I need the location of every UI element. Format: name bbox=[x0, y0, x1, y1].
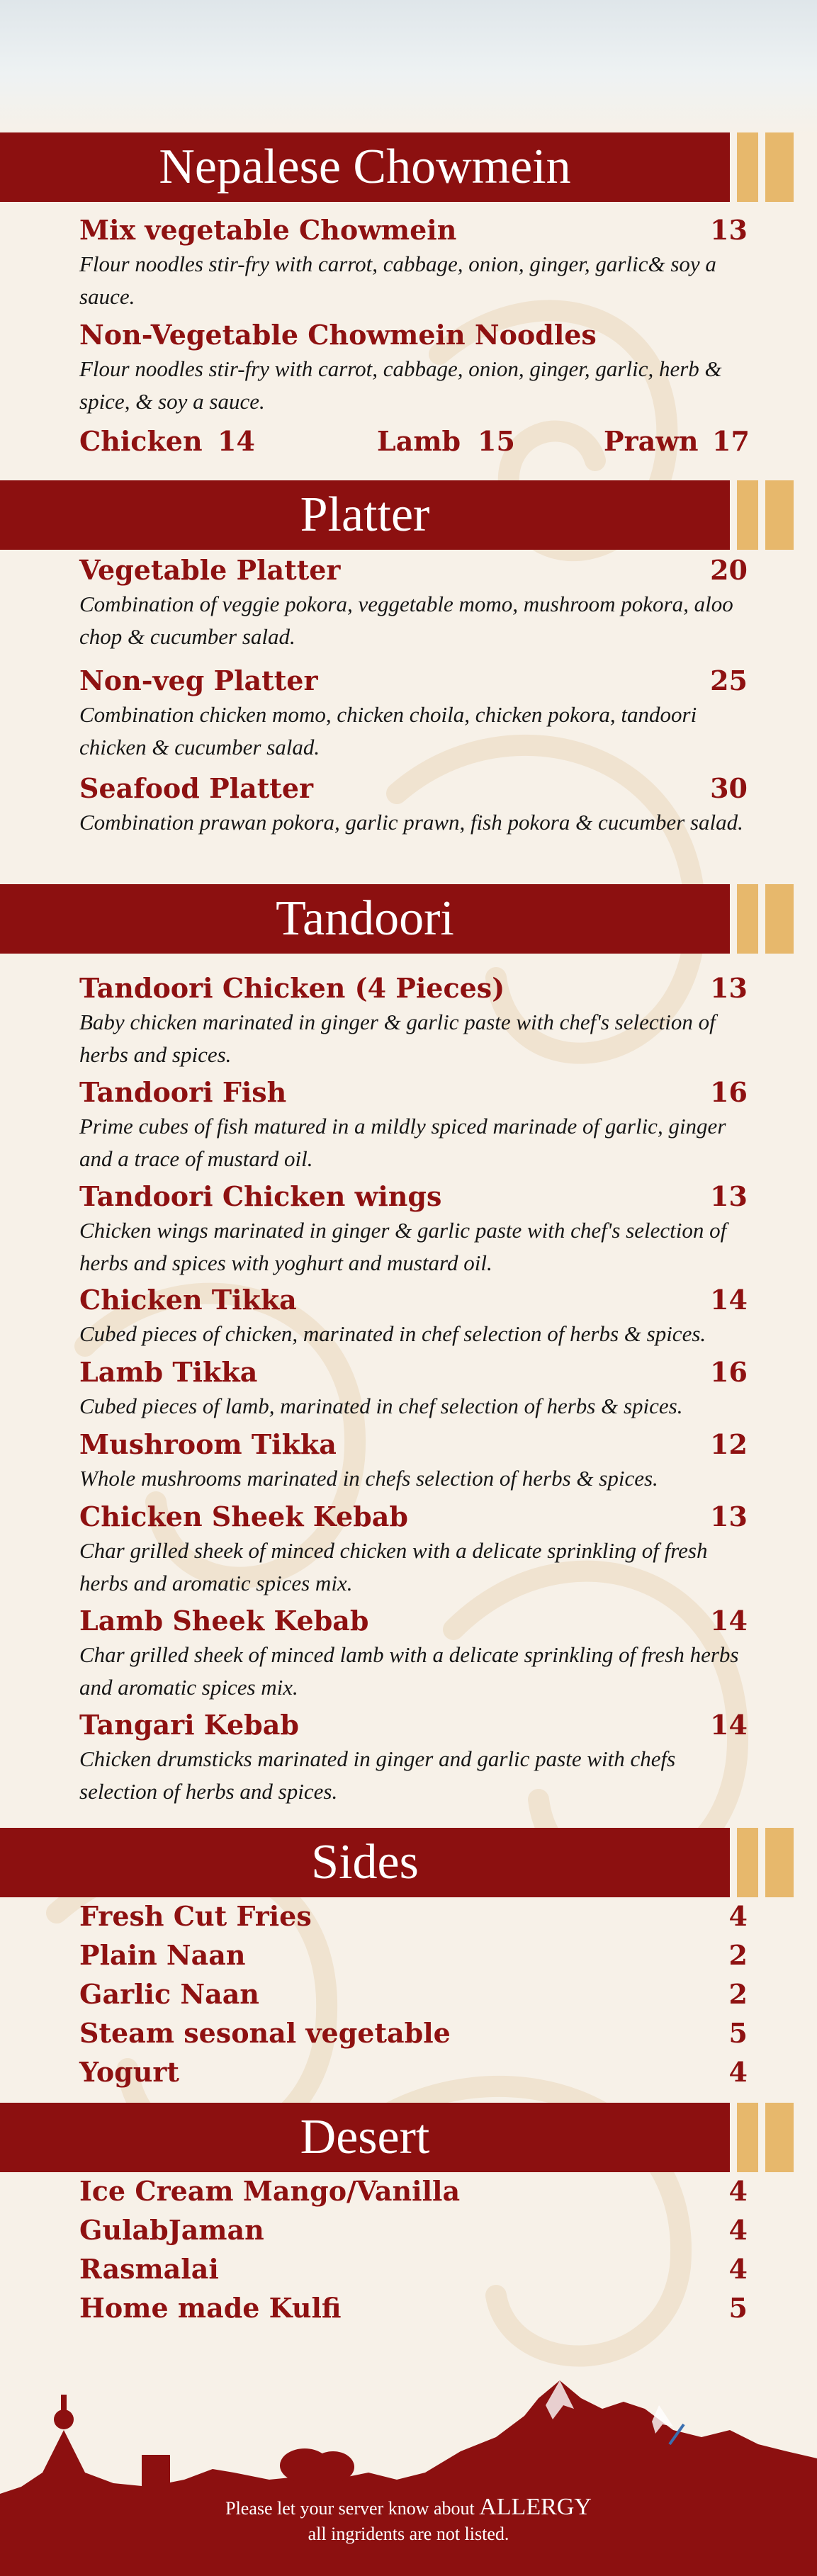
header-stripe bbox=[765, 2103, 794, 2172]
item-description: Char grilled sheek of minced chicken with a delicate sprinkling of fresh herbs and aromatic spices mix. bbox=[79, 1538, 708, 1595]
item-price: 12 bbox=[710, 1428, 748, 1460]
item-description: Prime cubes of fish matured in a mildly spiced marinade of garlic, ginger and a trace of mustard oil. bbox=[79, 1114, 726, 1171]
item-description: Chicken drumsticks marinated in ginger and garlic paste with chefs selection of herbs and spices. bbox=[79, 1746, 676, 1804]
item-description: Combination of veggie pokora, veggetable momo, mushroom pokora, aloo chop & cucumber salad. bbox=[79, 592, 733, 649]
item-name: Steam sesonal vegetable bbox=[79, 2017, 451, 2049]
option-label: Lamb bbox=[377, 425, 461, 457]
item-description: Char grilled sheek of minced lamb with a delicate sprinkling of fresh herbs and aromatic spices mix. bbox=[79, 1642, 739, 1700]
item-name: Tandoori Chicken (4 Pieces) bbox=[79, 972, 505, 1004]
item-name: Chicken Tikka bbox=[79, 1284, 297, 1316]
option-price: 15 bbox=[478, 425, 515, 457]
item-name: Tandoori Chicken wings bbox=[79, 1180, 442, 1212]
section-title: Desert bbox=[300, 2110, 430, 2164]
item-name: Tandoori Fish bbox=[79, 1076, 287, 1108]
allergy-notice bbox=[0, 2494, 817, 2521]
item-name: Home made Kulfi bbox=[79, 2292, 342, 2324]
item-name: Lamb Sheek Kebab bbox=[79, 1605, 369, 1637]
section-header-chowmein bbox=[0, 132, 817, 202]
item-price: 4 bbox=[728, 2214, 748, 2246]
header-stripe bbox=[765, 884, 794, 954]
item-name: Yogurt bbox=[79, 2056, 179, 2088]
section-header-desert bbox=[0, 2103, 817, 2172]
item-price: 4 bbox=[728, 2175, 748, 2207]
item-name: Rasmalai bbox=[79, 2253, 219, 2285]
item-description: Flour noodles stir-fry with carrot, cabbage, onion, ginger, garlic& soy a sauce. bbox=[79, 252, 716, 309]
item-name: Plain Naan bbox=[79, 1939, 246, 1971]
item-description: Flour noodles stir-fry with carrot, cabbage, onion, ginger, garlic, herb & spice, & soy a sauce. bbox=[79, 356, 722, 414]
section-title: Platter bbox=[300, 487, 430, 542]
item-name: Mushroom Tikka bbox=[79, 1428, 337, 1460]
item-description: Cubed pieces of chicken, marinated in chef selection of herbs & spices. bbox=[79, 1321, 706, 1346]
item-price: 20 bbox=[710, 554, 748, 586]
item-price: 2 bbox=[728, 1978, 748, 2010]
ingredients-notice: all ingridents are not listed. bbox=[308, 2524, 509, 2544]
item-price: 5 bbox=[728, 2017, 748, 2049]
header-stripe bbox=[737, 884, 758, 954]
price-options-row bbox=[79, 425, 748, 461]
item-price: 2 bbox=[728, 1939, 748, 1971]
item-price: 4 bbox=[728, 2253, 748, 2285]
header-stripe bbox=[737, 2103, 758, 2172]
item-name: Garlic Naan bbox=[79, 1978, 259, 2010]
item-price: 13 bbox=[710, 1180, 748, 1212]
item-description: Cubed pieces of lamb, marinated in chef selection of herbs & spices. bbox=[79, 1394, 683, 1418]
option-label: Prawn bbox=[604, 425, 699, 457]
item-price: 30 bbox=[710, 772, 748, 804]
item-price: 5 bbox=[728, 2292, 748, 2324]
section-title: Nepalese Chowmein bbox=[159, 140, 571, 194]
section-title: Tandoori bbox=[276, 891, 454, 946]
item-price: 13 bbox=[710, 214, 748, 246]
item-name: Non-veg Platter bbox=[79, 665, 318, 696]
item-price: 4 bbox=[728, 2056, 748, 2088]
item-name: Ice Cream Mango/Vanilla bbox=[79, 2175, 461, 2207]
item-name: Vegetable Platter bbox=[79, 554, 341, 586]
item-price: 13 bbox=[710, 1501, 748, 1532]
item-name: Seafood Platter bbox=[79, 772, 314, 804]
item-description: Whole mushrooms marinated in chefs selection of herbs & spices. bbox=[79, 1466, 658, 1491]
option-label: Chicken bbox=[79, 425, 203, 457]
allergy-notice-text: Please let your server know about bbox=[225, 2498, 475, 2519]
item-name: Chicken Sheek Kebab bbox=[79, 1501, 408, 1532]
item-name: Non-Vegetable Chowmein Noodles bbox=[79, 319, 597, 351]
option-price: 17 bbox=[712, 425, 750, 457]
section-header-tandoori bbox=[0, 884, 817, 954]
item-name: Lamb Tikka bbox=[79, 1356, 258, 1388]
item-description: Combination chicken momo, chicken choila, chicken pokora, tandoori chicken & cucumber salad. bbox=[79, 702, 697, 759]
header-stripe bbox=[765, 1828, 794, 1897]
section-header-platter bbox=[0, 480, 817, 550]
item-price: 4 bbox=[728, 1900, 748, 1932]
item-price: 14 bbox=[710, 1284, 748, 1316]
item-price: 25 bbox=[710, 665, 748, 696]
section-header-sides bbox=[0, 1828, 817, 1897]
item-price: 14 bbox=[710, 1605, 748, 1637]
header-stripe bbox=[737, 132, 758, 202]
header-stripe bbox=[737, 480, 758, 550]
item-description: Baby chicken marinated in ginger & garlic paste with chef's selection of herbs and spices. bbox=[79, 1010, 716, 1067]
item-description: Combination prawan pokora, garlic prawn, fish pokora & cucumber salad. bbox=[79, 810, 743, 835]
item-price: 16 bbox=[710, 1076, 748, 1108]
item-name: Fresh Cut Fries bbox=[79, 1900, 312, 1932]
item-name: GulabJaman bbox=[79, 2214, 264, 2246]
section-title: Sides bbox=[311, 1835, 419, 1889]
header-stripe bbox=[765, 480, 794, 550]
option-price: 14 bbox=[218, 425, 255, 457]
header-stripe bbox=[737, 1828, 758, 1897]
item-price: 13 bbox=[710, 972, 748, 1004]
item-description: Chicken wings marinated in ginger & garlic paste with chef's selection of herbs and spices with yoghurt and mustard oil. bbox=[79, 1218, 727, 1275]
item-price: 16 bbox=[710, 1356, 748, 1388]
item-name: Mix vegetable Chowmein bbox=[79, 214, 457, 246]
allergy-label: ALLERGY bbox=[479, 2494, 592, 2520]
item-price: 14 bbox=[710, 1709, 748, 1741]
header-stripe bbox=[765, 132, 794, 202]
item-name: Tangari Kebab bbox=[79, 1709, 299, 1741]
